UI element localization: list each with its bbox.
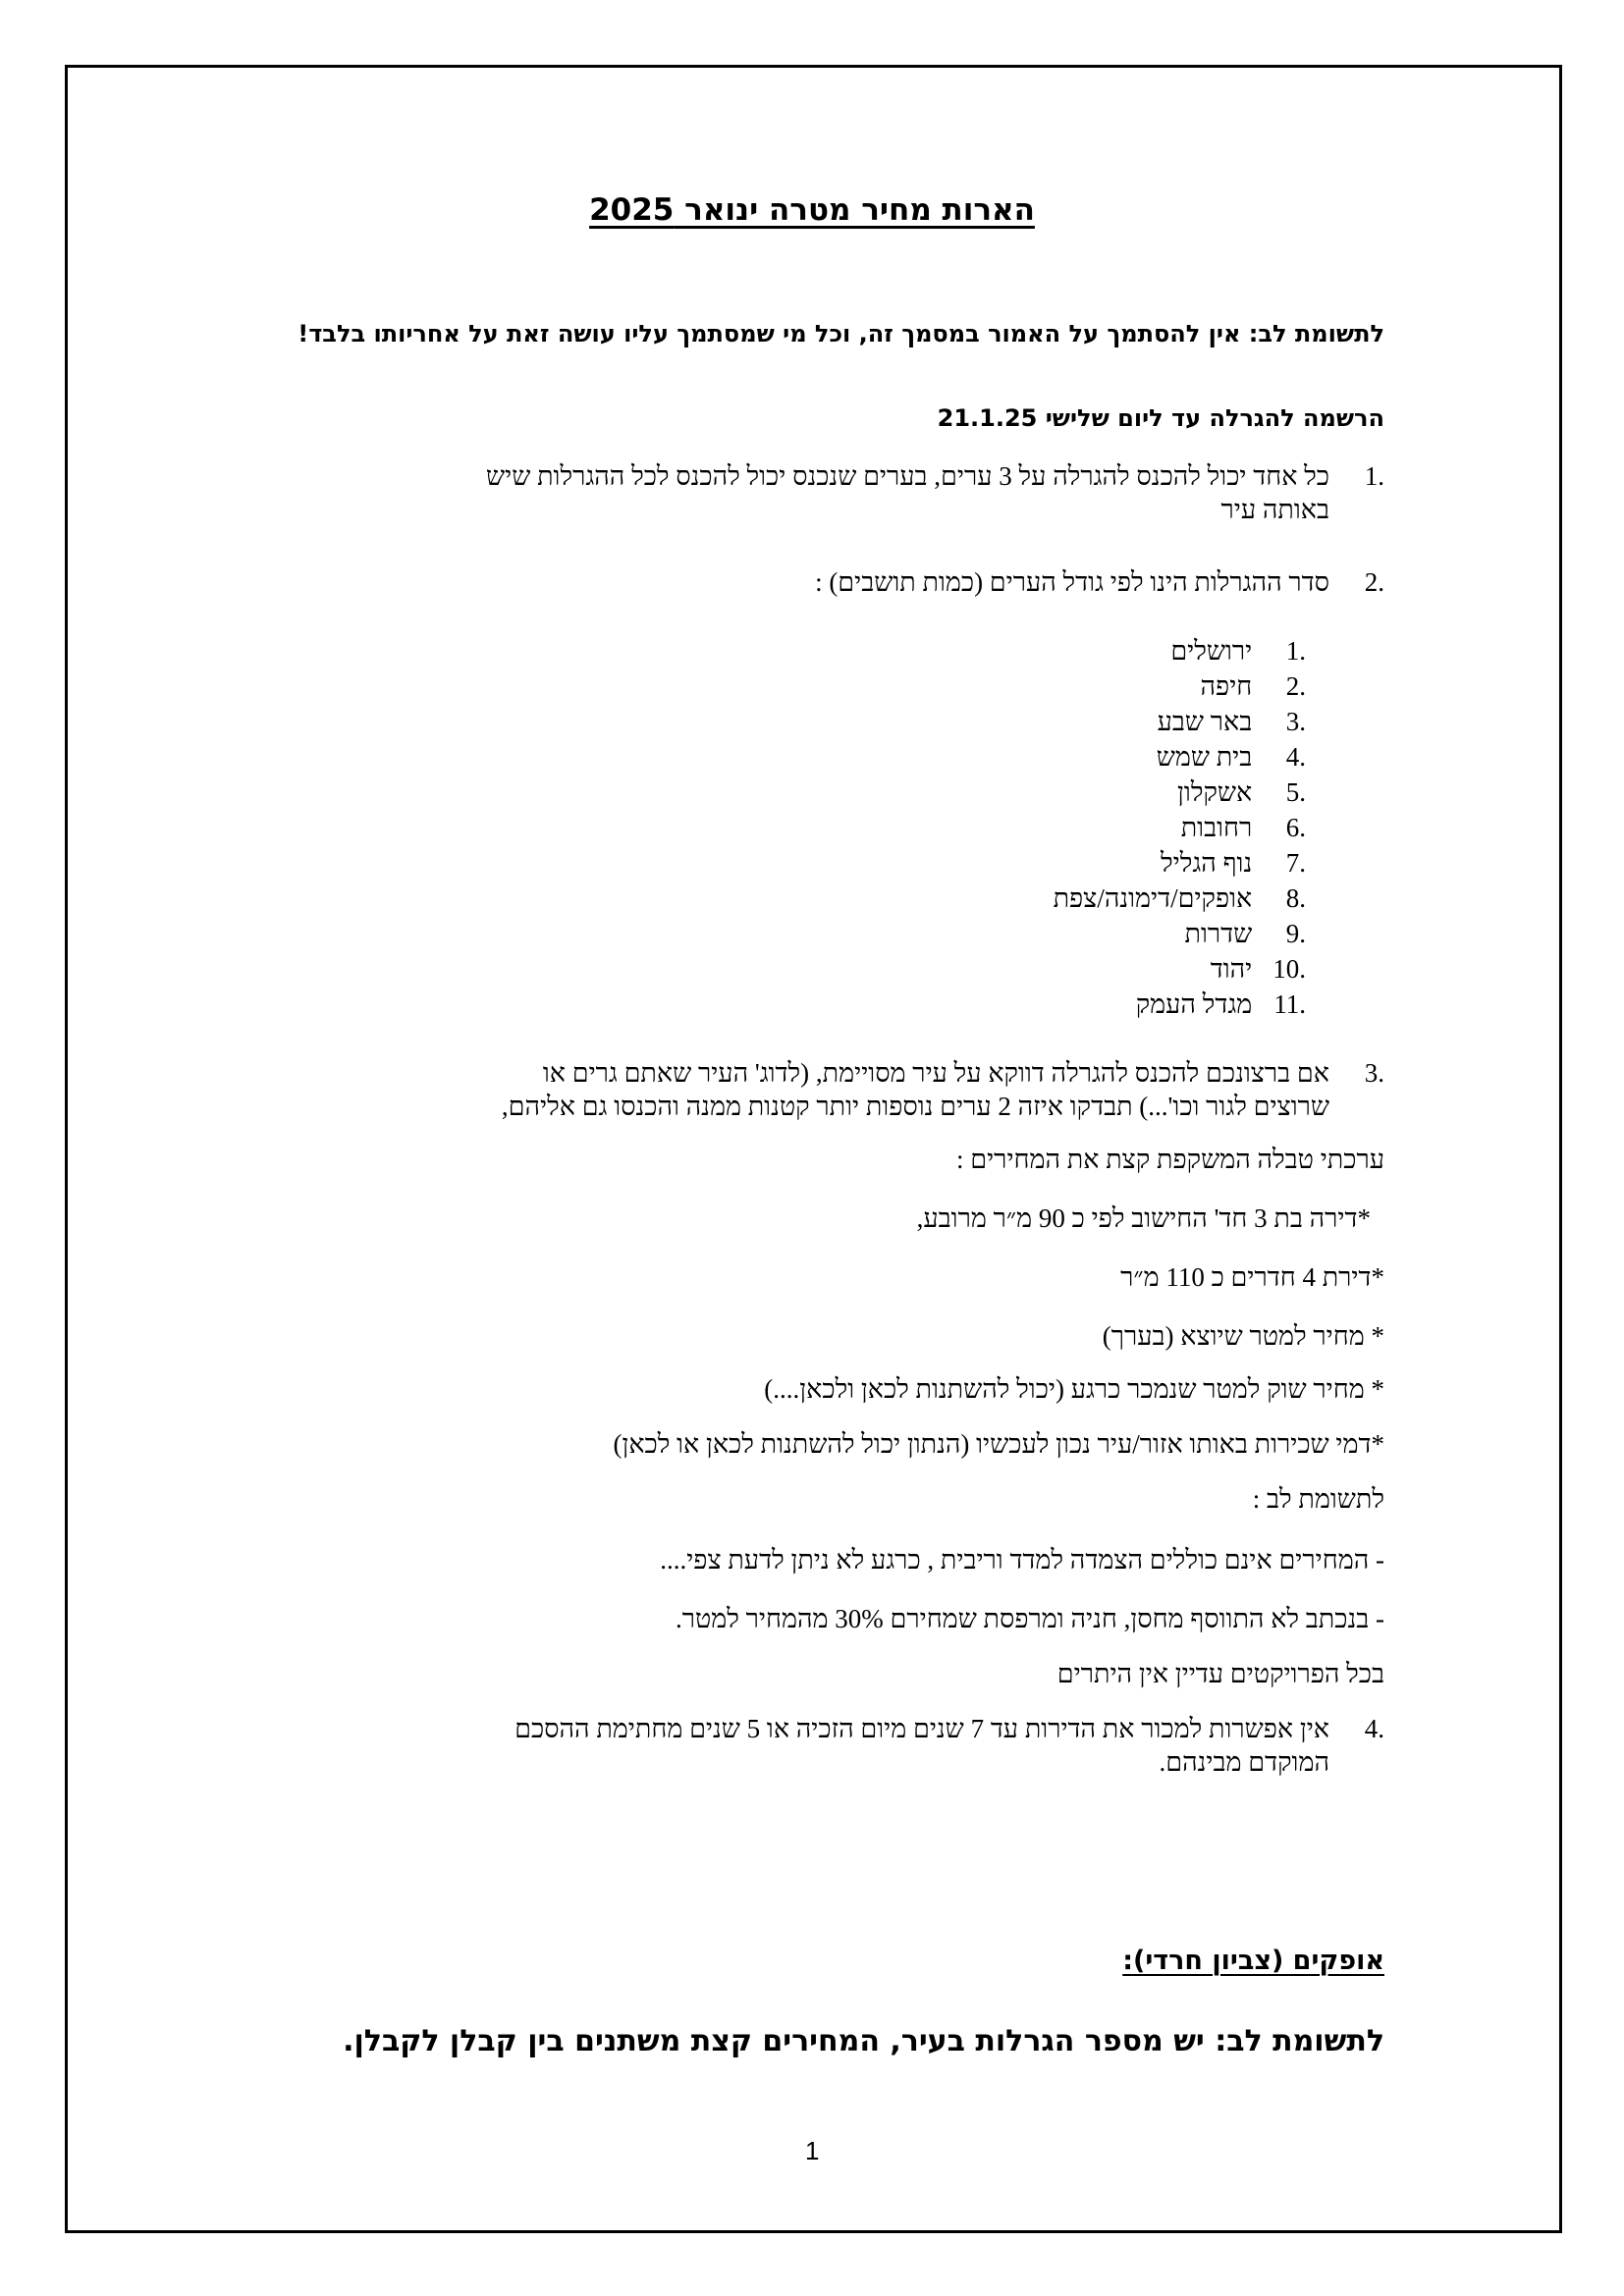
city-list-item: 8. אופקים/דימונה/צפת [1053,883,1306,913]
permits-note: בכל הפרויקטים עדיין אין היתרים [1056,1659,1384,1688]
attention-label: לתשומת לב : [1252,1484,1384,1514]
item-3-line2: שרוצים לגור וכו'...) תבדקו איזה 2 ערים נוספות יותר קטנות ממנה והכנסו גם אליהם, [501,1092,1329,1121]
note-line: * מחיר שוק למטר שנמכר כרגע (יכול להשתנות לכאן ולכאן....) [764,1374,1384,1404]
attention-point: - בנכתב לא התווסף מחסן, חניה ומרפסת שמחירם 30% מהמחיר למטר. [675,1604,1384,1633]
note-line: *דמי שכירות באותו אזור/עיר נכון לעכשיו (הנתון יכול להשתנות לכאן או לכאן) [613,1429,1384,1459]
item-number: 3. [1364,1058,1384,1088]
city-list-item: 4. בית שמש [1156,742,1306,772]
item-1-line2: באותה עיר [1220,495,1329,524]
note-line: *דירה בת 3 חד' החישוב לפי כ 90 מ״ר מרובע, [916,1203,1371,1233]
table-intro: ערכתי טבלה המשקפת קצת את המחירים : [956,1145,1384,1174]
city-list-item: 7. נוף הגליל [1161,848,1306,878]
section-heading-ofakim: אופקים (צביון חרדי): [1122,1946,1384,1976]
city-list-item: 9. שדרות [1184,919,1306,948]
item-4-line2: המוקדם מבינהם. [1159,1747,1329,1777]
city-list-item: 6. רחובות [1180,813,1306,842]
item-4-line1: אין אפשרות למכור את הדירות עד 7 שנים מיום הזכיה או 5 שנים מחתימת ההסכם [514,1714,1329,1743]
disclaimer-warning: לתשומת לב: אין להסתמך על האמור במסמך זה, וכל מי שמסתמך עליו עושה זאת על אחריותו בלבד! [298,320,1384,347]
city-list-item: 10. יהוד [1210,954,1306,984]
item-number: 2. [1364,567,1384,597]
item-2-line1: סדר ההגרלות הינו לפי גודל הערים (כמות תושבים) : [815,567,1329,597]
attention-point: - המחירים אינם כוללים הצמדה למדד וריבית , כרגע לא ניתן לדעת צפי.... [660,1545,1384,1575]
item-1-line1: כל אחד יכול להכנס להגרלה על 3 ערים, בערים שנכנס יכול להכנס לכל ההגרלות שיש [486,461,1329,491]
item-3-line1: אם ברצונכם להכנס להגרלה דווקא על עיר מסויימת, (לדוג' העיר שאתם גרים או [542,1058,1329,1088]
registration-deadline: הרשמה להגרלה עד ליום שלישי 21.1.25 [937,404,1384,432]
note-line: * מחיר למטר שיוצא (בערך) [1102,1321,1384,1351]
document-title: הארות מחיר מטרה ינואר 2025 [589,192,1035,228]
note-line: *דירת 4 חדרים כ 110 מ״ר [1120,1262,1384,1292]
city-list-item: 3. באר שבע [1157,707,1306,736]
page-number: 1 [805,2136,820,2165]
city-list-item: 2. חיפה [1200,671,1306,701]
city-list-item: 11. מגדל העמק [1135,989,1306,1019]
city-list-item: 5. אשקלון [1177,777,1306,807]
item-number: 1. [1364,461,1384,491]
city-list [1054,633,1306,1022]
city-list-item: 1. ירושלים [1170,636,1306,666]
item-number: 4. [1364,1714,1384,1743]
section-warning: לתשומת לב: יש מספר הגרלות בעיר, המחירים קצת משתנים בין קבלן לקבלן. [343,2024,1384,2058]
